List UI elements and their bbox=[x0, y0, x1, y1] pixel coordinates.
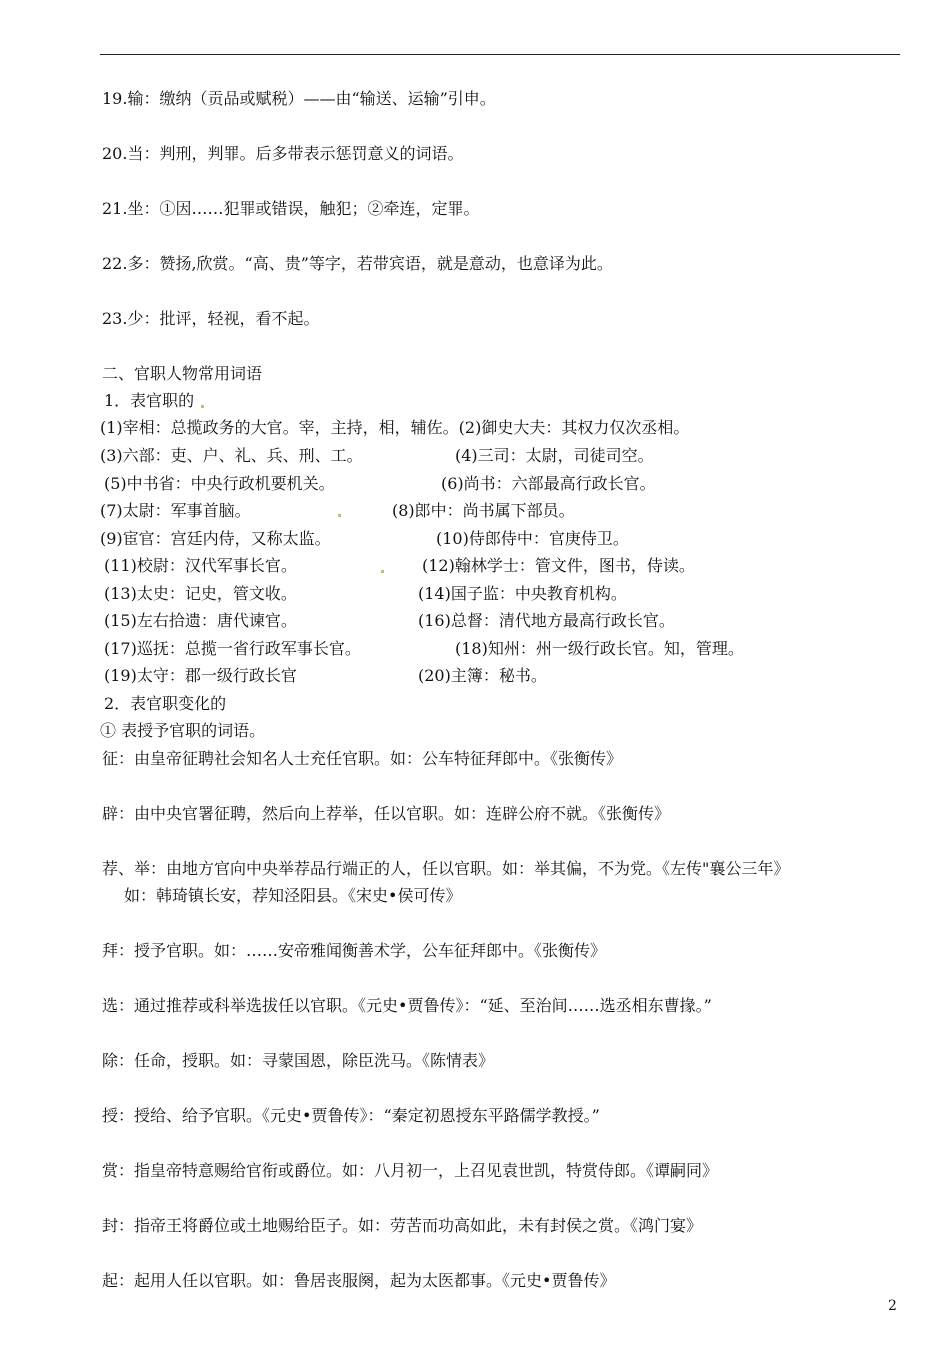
page-number: 2 bbox=[888, 1298, 897, 1314]
office-row-left: (5)中书省：中央行政机要机关。 bbox=[104, 474, 335, 493]
office-row-left: (11)校尉：汉代军事长官。 bbox=[104, 556, 297, 575]
office-row-right: (18)知州：州一级行政长官。知，管理。 bbox=[455, 639, 744, 658]
term-entry: 起：起用人任以官职。如：鲁居丧服阕，起为太医都事。《元史•贾鲁传》 bbox=[102, 1271, 616, 1290]
header-rule bbox=[100, 54, 900, 55]
term-entry: 征：由皇帝征聘社会知名人士充任官职。如：公车特征拜郎中。《张衡传》 bbox=[102, 749, 623, 768]
list-item: 19.输：缴纳（贡品或赋税）——由“输送、运输”引申。 bbox=[102, 89, 496, 108]
office-row-left: (9)宦官：宫廷内侍，又称太监。 bbox=[100, 529, 331, 548]
office-row-right: (12)翰林学士：管文件，图书，侍读。 bbox=[422, 556, 695, 575]
term-entry: 封：指帝王将爵位或土地赐给臣子。如：劳苦而功高如此，未有封侯之赏。《鸿门宴》 bbox=[102, 1216, 703, 1235]
office-row-right: (10)侍郎侍中：官庚侍卫。 bbox=[436, 529, 629, 548]
subsection-item: ① 表授予官职的词语。 bbox=[100, 721, 266, 740]
list-item: 21.坐：①因……犯罪或错误，触犯；②牵连，定罪。 bbox=[102, 199, 480, 218]
subsection-title: 2．表官职变化的 bbox=[104, 694, 227, 713]
section-title: 二、官职人物常用词语 bbox=[102, 364, 263, 383]
office-row-left: (15)左右拾遗：唐代谏官。 bbox=[104, 611, 297, 630]
list-item: 22.多：赞扬,欣赏。“高、贵”等字，若带宾语，就是意动，也意译为此。 bbox=[102, 254, 613, 273]
office-row-left: (7)太尉：军事首脑。 bbox=[100, 501, 251, 520]
office-row-right: (20)主簿：秘书。 bbox=[418, 666, 547, 685]
term-entry: 授：授给、给予官职。《元史•贾鲁传》：“秦定初恩授东平路儒学教授。” bbox=[102, 1106, 600, 1125]
office-row-left: (1)宰相：总揽政务的大官。宰，主持，相，辅佐。(2)御史大夫：其权力仅次丞相。 bbox=[100, 418, 690, 437]
office-row-right: (8)郎中：尚书属下部员。 bbox=[392, 501, 575, 520]
term-entry-continued: 如：韩琦镇长安，荐知泾阳县。《宋史•侯可传》 bbox=[124, 886, 462, 905]
office-row-left: (3)六部：吏、户、礼、兵、刑、工。 bbox=[100, 446, 363, 465]
stray-mark bbox=[381, 570, 384, 573]
stray-mark bbox=[201, 405, 204, 408]
office-row-right: (4)三司：太尉，司徒司空。 bbox=[455, 446, 654, 465]
office-row-left: (13)太史：记史，管文收。 bbox=[104, 584, 297, 603]
term-entry: 辟：由中央官署征聘，然后向上荐举，任以官职。如：连辟公府不就。《张衡传》 bbox=[102, 804, 671, 823]
term-entry: 赏：指皇帝特意赐给官衔或爵位。如：八月初一，上召见袁世凯，特赏侍郎。《谭嗣同》 bbox=[102, 1161, 719, 1180]
list-item: 20.当：判刑，判罪。后多带表示惩罚意义的词语。 bbox=[102, 144, 464, 163]
office-row-right: (14)国子监：中央教育机构。 bbox=[418, 584, 627, 603]
list-item: 23.少：批评，轻视，看不起。 bbox=[102, 309, 320, 328]
office-row-right: (6)尚书：六部最高行政长官。 bbox=[441, 474, 656, 493]
term-entry: 选：通过推荐或科举选拔任以官职。《元史•贾鲁传》：“延、至治间……选丞相东曹掾。” bbox=[102, 996, 712, 1015]
term-entry: 除：任命，授职。如：寻蒙国恩，除臣洗马。《陈情表》 bbox=[102, 1051, 495, 1070]
office-row-right: (16)总督：清代地方最高行政长官。 bbox=[418, 611, 675, 630]
subsection-title: 1．表官职的 bbox=[104, 391, 195, 410]
stray-mark bbox=[338, 514, 341, 517]
office-row-left: (17)巡抚：总揽一省行政军事长官。 bbox=[104, 639, 361, 658]
term-entry: 荐、举：由地方官向中央举荐品行端正的人，任以官职。如：举其偏，不为党。《左传"襄公三年》 bbox=[102, 859, 790, 878]
term-entry: 拜：授予官职。如：……安帝雅闻衡善术学，公车征拜郎中。《张衡传》 bbox=[102, 941, 607, 960]
office-row-left: (19)太守：郡一级行政长官 bbox=[104, 666, 297, 685]
